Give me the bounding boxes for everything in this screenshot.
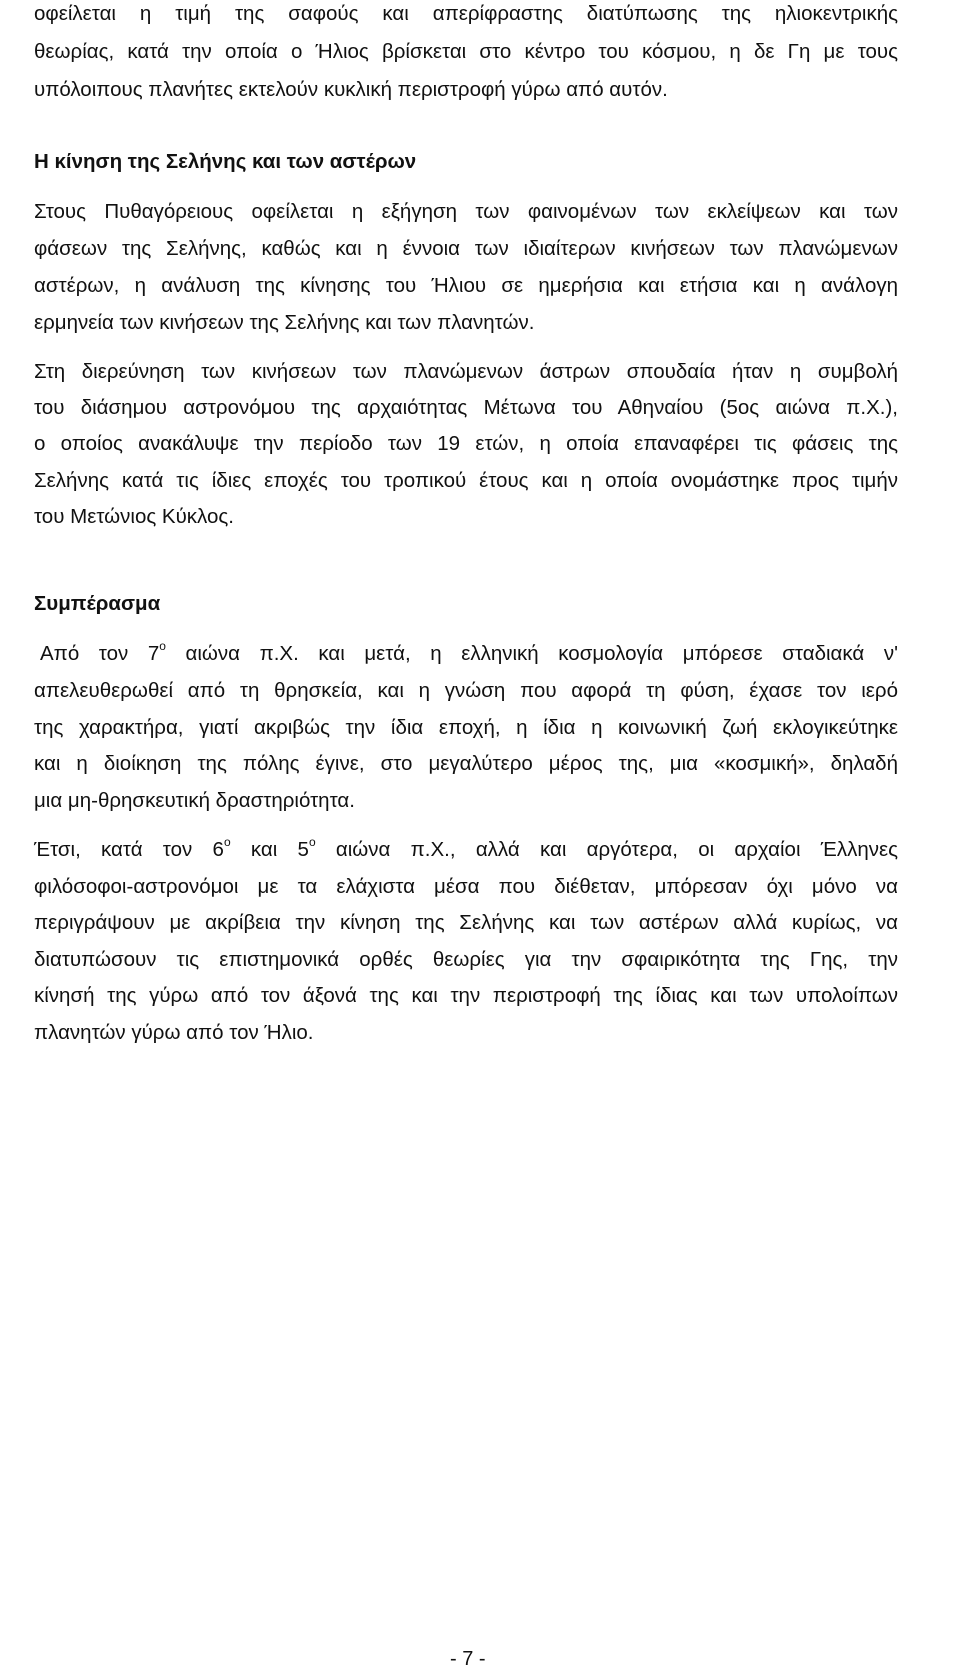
intro-line-2: θεωρίας, κατά την οποία ο Ήλιος βρίσκεται στο κέντρο του κόσμου, η δε Γη με τους: [34, 40, 898, 63]
s2-p2-line-5: κίνησή της γύρω από τον άξονά της και την περιστροφή της ίδιας και των υπολοίπων: [34, 984, 898, 1007]
s2-p2-line-1-a: Έτσι, κατά τον 6: [34, 838, 224, 861]
s1-p2-line-5: του Μετώνιος Κύκλος.: [34, 505, 234, 528]
s2-p1-line-1-a: Από τον 7: [40, 642, 160, 665]
s2-p2-line-1-c: αιώνα π.Χ., αλλά και αργότερα, οι αρχαίοι Έλληνες: [315, 838, 899, 861]
intro-line-1: οφείλεται η τιμή της σαφούς και απερίφραστης διατύπωσης της ηλιοκεντρικής: [34, 2, 898, 25]
s1-p1-line-4: ερμηνεία των κινήσεων της Σελήνης και των πλανητών.: [34, 311, 535, 334]
section-heading-moon-stars: Η κίνηση της Σελήνης και των αστέρων: [34, 150, 417, 173]
s1-p2-line-1: Στη διερεύνηση των κινήσεων των πλανώμενων άστρων σπουδαία ήταν η συμβολή: [34, 360, 898, 383]
s1-p1-line-2: φάσεων της Σελήνης, καθώς και η έννοια των ιδιαίτερων κινήσεων των πλανώμενων: [34, 237, 898, 260]
ordinal-superscript-2: ο: [308, 835, 316, 850]
section-heading-conclusion: Συμπέρασμα: [34, 592, 161, 615]
s2-p1-line-2: απελευθερωθεί από τη θρησκεία, και η γνώση που αφορά τη φύση, έχασε τον ιερό: [34, 679, 898, 702]
s2-p2-line-3: περιγράψουν με ακρίβεια την κίνηση της Σελήνης και των αστέρων αλλά κυρίως, να: [34, 911, 898, 934]
intro-line-3: υπόλοιπους πλανήτες εκτελούν κυκλική περιστροφή γύρω από αυτόν.: [34, 78, 668, 101]
s2-p2-line-4: διατυπώσουν τις επιστημονικά ορθές θεωρίες για την σφαιρικότητα της Γης, την: [34, 948, 898, 971]
s1-p1-line-1: Στους Πυθαγόρειους οφείλεται η εξήγηση των φαινομένων των εκλείψεων και των: [34, 200, 898, 223]
s1-p2-line-4: Σελήνης κατά τις ίδιες εποχές του τροπικού έτους και η οποία ονομάστηκε προς τιμήν: [34, 469, 898, 492]
ordinal-superscript-1: ο: [223, 835, 231, 850]
s2-p2-line-6: πλανητών γύρω από τον Ήλιο.: [34, 1021, 314, 1044]
page-number: - 7 -: [450, 1648, 486, 1670]
s1-p1-line-3: αστέρων, η ανάλυση της κίνησης του Ήλιου σε ημερήσια και ετήσια και η ανάλογη: [34, 274, 898, 297]
s2-p1-line-1: [40, 639, 898, 666]
s2-p1-line-5: μια μη-θρησκευτική δραστηριότητα.: [34, 789, 355, 812]
s2-p1-line-1-b: αιώνα π.Χ. και μετά, η ελληνική κοσμολογία μπόρεσε σταδιακά ν': [165, 642, 898, 665]
s2-p2-line-1-b: και 5: [230, 838, 309, 861]
s2-p2-line-1: [34, 835, 899, 862]
s1-p2-line-3: ο οποίος ανακάλυψε την περίοδο των 19 ετών, η οποία επαναφέρει τις φάσεις της: [34, 432, 898, 455]
s2-p2-line-2: φιλόσοφοι-αστρονόμοι με τα ελάχιστα μέσα που διέθεταν, μπόρεσαν όχι μόνο να: [34, 875, 898, 898]
s1-p2-line-2: του διάσημου αστρονόμου της αρχαιότητας Μέτωνα του Αθηναίου (5ος αιώνα π.Χ.),: [34, 396, 898, 419]
s2-p1-line-3: της χαρακτήρα, γιατί ακριβώς την ίδια εποχή, η ίδια η κοινωνική ζωή εκλογικεύτηκε: [34, 716, 898, 739]
s2-p1-line-4: και η διοίκηση της πόλης έγινε, στο μεγαλύτερο μέρος της, μια «κοσμική», δηλαδή: [34, 752, 898, 775]
ordinal-superscript: ο: [159, 639, 166, 654]
